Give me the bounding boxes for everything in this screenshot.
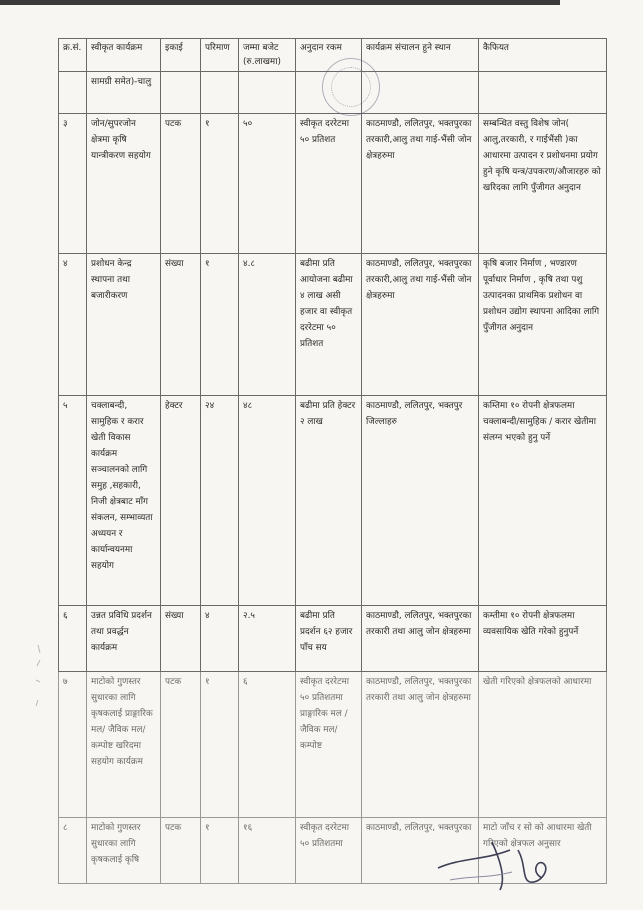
cell-budget: ६: [239, 672, 296, 818]
cell-budget: ४.८: [239, 254, 296, 396]
table-row: [59, 672, 607, 818]
header-subsidy: अनुदान रकम: [296, 39, 362, 72]
margin-scribble-icon: [8, 640, 48, 730]
cell-sn: ७: [59, 672, 87, 818]
cell-program: चक्लाबन्दी, सामुहिक र करार खेती विकास कार्यक्रम सञ्चालनको लागि समुह ,सहकारी, निजी क्षेत्रबाट माँग संकलन, सम्भाव्यता अध्ययन र कार्यान्वयनमा सहयोग: [87, 396, 161, 606]
cell-budget: १६: [239, 818, 296, 884]
header-unit: इकाई: [161, 39, 201, 72]
cell-program: जोन/सुपरजोन क्षेत्रमा कृषि यान्त्रीकरण सहयोग: [87, 114, 161, 254]
cell-remarks: माटो जाँच र सो को आधारमा खेती गरिएको क्षेत्रफल अनुसार: [479, 818, 607, 884]
cell-budget: ५०: [239, 114, 296, 254]
cell-remarks: कृषि बजार निर्माण , भण्डारण पूर्वाधार निर्माण , कृषि तथा पशु उत्पादनका प्राथमिक प्रशोधन वा प्रशोधन उद्योग स्थापना आदिका लागि पुँजीगत अनुदान: [479, 254, 607, 396]
cell-remarks: [479, 72, 607, 114]
scan-edge-bar: [0, 0, 560, 5]
cell-program: माटोको गुणस्तर सुधारका लागि कृषकलाई प्राङ्गारिक मल/ जैविक मल/ कम्पोष्ट खरिदमा सहयोग कार्यक्रम: [87, 672, 161, 818]
header-sn: क्र.सं.: [59, 39, 87, 72]
table-row: [59, 396, 607, 606]
cell-quantity: ४: [201, 606, 239, 672]
header-remarks: कैफियत: [479, 39, 607, 72]
cell-subsidy: बढीमा प्रति आयोजना बढीमा ४ लाख असी हजार वा स्वीकृत दररेटमा ५० प्रतिशत: [296, 254, 362, 396]
cell-unit: हेक्टर: [161, 396, 201, 606]
cell-subsidy: बढीमा प्रति प्रदर्शन ६२ हजार पाँच सय: [296, 606, 362, 672]
header-budget: जम्मा बजेट (रु.लाखमा): [239, 39, 296, 72]
cell-sn: ३: [59, 114, 87, 254]
cell-remarks: कम्तिमा १० रोपनी क्षेत्रफलमा चक्लाबन्दी/सामुहिक / करार खेतीमा संलग्न भएको हुनु पर्ने: [479, 396, 607, 606]
header-program: स्वीकृत कार्यक्रम: [87, 39, 161, 72]
cell-quantity: १: [201, 672, 239, 818]
cell-budget: [239, 72, 296, 114]
office-seal-icon: [322, 58, 380, 116]
cell-sn: [59, 72, 87, 114]
table-row: [59, 254, 607, 396]
cell-budget: ४८: [239, 396, 296, 606]
cell-subsidy: स्वीकृत दररेटमा ५० प्रतिशत: [296, 114, 362, 254]
table-row: [59, 606, 607, 672]
cell-program: प्रशोधन केन्द्र स्थापना तथा बजारीकरण: [87, 254, 161, 396]
cell-sn: ६: [59, 606, 87, 672]
cell-subsidy: बढीमा प्रति हेक्टर २ लाख: [296, 396, 362, 606]
cell-remarks: खेती गरिएको क्षेत्रफलको आधारमा: [479, 672, 607, 818]
table-row: [59, 114, 607, 254]
program-table: [58, 38, 607, 884]
cell-location: काठमाण्डौ, ललितपुर, भक्तपुरका: [362, 818, 479, 884]
cell-unit: पटक: [161, 114, 201, 254]
header-quantity: परिमाण: [201, 39, 239, 72]
cell-budget: २.५: [239, 606, 296, 672]
cell-program: माटोको गुणस्तर सुधारका लागि कृषकलाई कृषि: [87, 818, 161, 884]
cell-quantity: १: [201, 818, 239, 884]
header-location: कार्यक्रम संचालन हुने स्थान: [362, 39, 479, 72]
cell-unit: पटक: [161, 818, 201, 884]
cell-unit: संख्या: [161, 606, 201, 672]
cell-location: काठमाण्डौ, ललितपुर, भक्तपुर जिल्लाहरु: [362, 396, 479, 606]
cell-program: उन्नत प्रविधि प्रदर्शन तथा प्रवर्द्धन कार्यक्रम: [87, 606, 161, 672]
cell-quantity: [201, 72, 239, 114]
cell-location: काठमाण्डौ, ललितपुर, भक्तपुरका तरकारी तथा आलु जोन क्षेत्रहरुमा: [362, 606, 479, 672]
cell-location: काठमाण्डौ, ललितपुर, भक्तपुरका तरकारी,आलु तथा गाई-भैंसी जोन क्षेत्रहरुमा: [362, 254, 479, 396]
cell-sn: ४: [59, 254, 87, 396]
cell-program: सामग्री समेत)-चालु: [87, 72, 161, 114]
cell-sn: ८: [59, 818, 87, 884]
cell-location: काठमाण्डौ, ललितपुर, भक्तपुरका तरकारी,आलु तथा गाई-भैंसी जोन क्षेत्रहरुमा: [362, 114, 479, 254]
cell-sn: ५: [59, 396, 87, 606]
cell-quantity: १: [201, 114, 239, 254]
cell-unit: [161, 72, 201, 114]
cell-unit: संख्या: [161, 254, 201, 396]
cell-subsidy: स्वीकृत दररेटमा ५० प्रतिशतमा: [296, 818, 362, 884]
cell-remarks: सम्बन्धित वस्तु विशेष जोन( आलु,तरकारी, र गाईभैंसी )का आधारमा उत्पादन र प्रशोधनमा प्रयोग हुने कृषि यन्त्र/उपकरण/औजारहरु को खरिदका लागि पुँजीगत अनुदान: [479, 114, 607, 254]
cell-quantity: २४: [201, 396, 239, 606]
cell-unit: पटक: [161, 672, 201, 818]
signature-icon: [430, 820, 580, 900]
cell-remarks: कम्तीमा १० रोपनी क्षेत्रफलमा व्यवसायिक खेति गरेको हुनुपर्ने: [479, 606, 607, 672]
cell-quantity: १: [201, 254, 239, 396]
cell-location: काठमाण्डौ, ललितपुर, भक्तपुरका तरकारी तथा आलु जोन क्षेत्रहरुमा: [362, 672, 479, 818]
cell-subsidy: स्वीकृत दररेटमा ५० प्रतिशतमा प्राङ्गारिक मल /जैविक मल/ कम्पोष्ट: [296, 672, 362, 818]
